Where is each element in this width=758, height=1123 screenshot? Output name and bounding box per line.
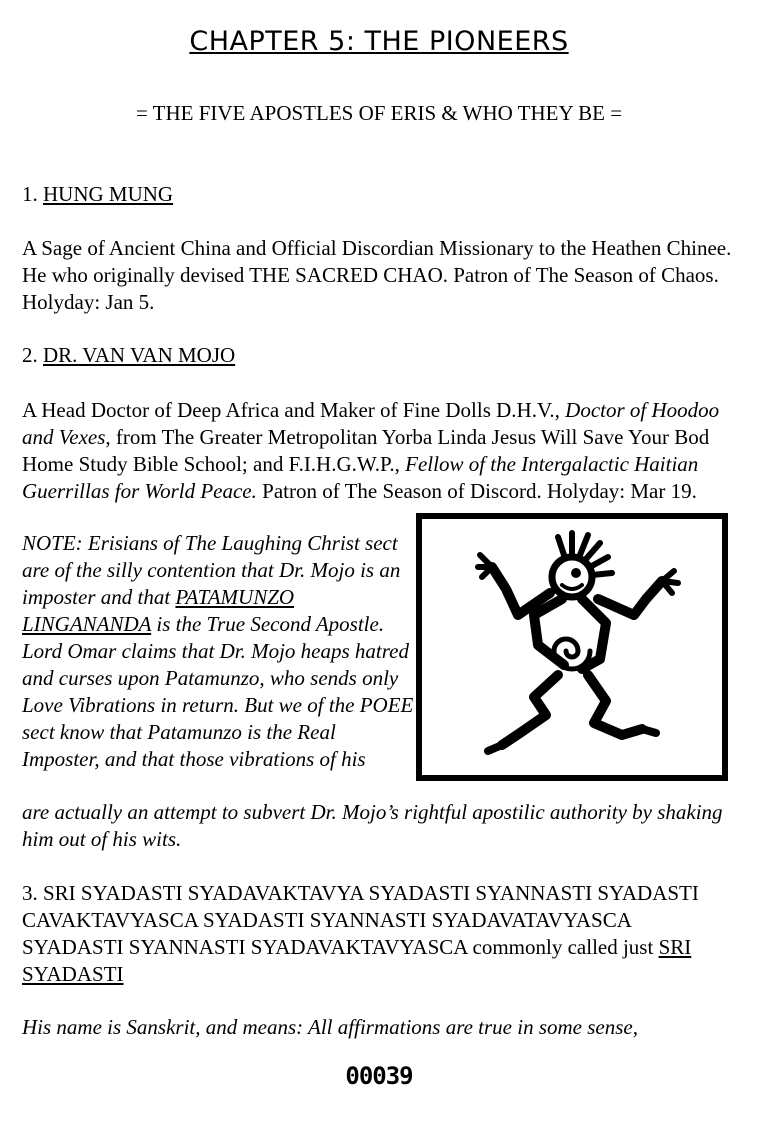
apostle-3-heading bbox=[22, 880, 734, 988]
apostle-3-called: commonly called just bbox=[472, 935, 654, 959]
apostle-1-heading bbox=[22, 181, 734, 208]
apostle-1-description: A Sage of Ancient China and Official Discordian Missionary to the Heathen Chinee. He who originally devised THE SACRED CHAO. Patron of The Season of Chaos. Holyday: Jan 5. bbox=[22, 236, 732, 314]
apostle-3-description: His name is Sanskrit, and means: All affirmations are true in some sense, bbox=[22, 1015, 638, 1039]
desc-text: A Head Doctor of Deep Africa and Maker of Fine Dolls D.H.V., bbox=[22, 398, 566, 422]
apostle-1-number: 1. bbox=[22, 182, 38, 206]
desc-italic: Doctor of Hoodoo and Vexes bbox=[22, 398, 720, 449]
apostle-3-number: 3. bbox=[22, 881, 38, 905]
desc-italic: Fellow of the Intergalactic Haitian Guerrillas for World Peace. bbox=[22, 452, 699, 503]
note-text: NOTE: Erisians of The Laughing Christ sect are of the silly contention that Dr. Mojo is an imposter and that bbox=[22, 531, 401, 609]
patamunzo-name: PATAMUNZO LINGANANDA bbox=[22, 585, 295, 636]
apostle-2-note-continued: are actually an attempt to subvert Dr. Mojo’s rightful apostilic authority by shaking him out of his wits. bbox=[22, 800, 723, 851]
chapter-subtitle: = THE FIVE APOSTLES OF ERIS & WHO THEY BE = bbox=[135, 101, 623, 125]
apostle-2-number: 2. bbox=[22, 343, 38, 367]
apostle-2-heading bbox=[22, 342, 734, 369]
apostle-2-description bbox=[22, 397, 734, 505]
desc-text: , from The Greater Metropolitan Yorba Linda Jesus Will Save Your Bod Home Study Bible School; and F.I.H.G.W.P., bbox=[22, 425, 710, 476]
note-text: is the True Second Apostle. Lord Omar claims that Dr. Mojo heaps hatred and curses upon Patamunzo, who sends only Love Vibrations in return. But we of the POEE sect know that Patamunzo is the Real Imposter, and that those vibrations of his bbox=[22, 612, 414, 771]
apostle-illustration bbox=[416, 513, 728, 781]
page-number: 00039 bbox=[345, 1062, 413, 1090]
apostle-3-short-name: SRI SYADASTI bbox=[22, 935, 692, 986]
apostle-1-name: HUNG MUNG bbox=[43, 182, 174, 206]
chapter-title: CHAPTER 5: THE PIONEERS bbox=[189, 26, 569, 57]
desc-text: Patron of The Season of Discord. Holyday: Mar 19. bbox=[256, 479, 697, 503]
dancing-figure-icon bbox=[422, 519, 722, 775]
apostle-2-name: DR. VAN VAN MOJO bbox=[43, 343, 236, 367]
apostle-2-note bbox=[22, 530, 414, 773]
apostle-3-full-name: SRI SYADASTI SYADAVAKTAVYA SYADASTI SYANNASTI SYADASTI CAVAKTAVYASCA SYADASTI SYANNASTI SYADAVATAVYASCA SYADASTI SYANNASTI SYADAVAKTAVYASCA bbox=[22, 881, 699, 959]
